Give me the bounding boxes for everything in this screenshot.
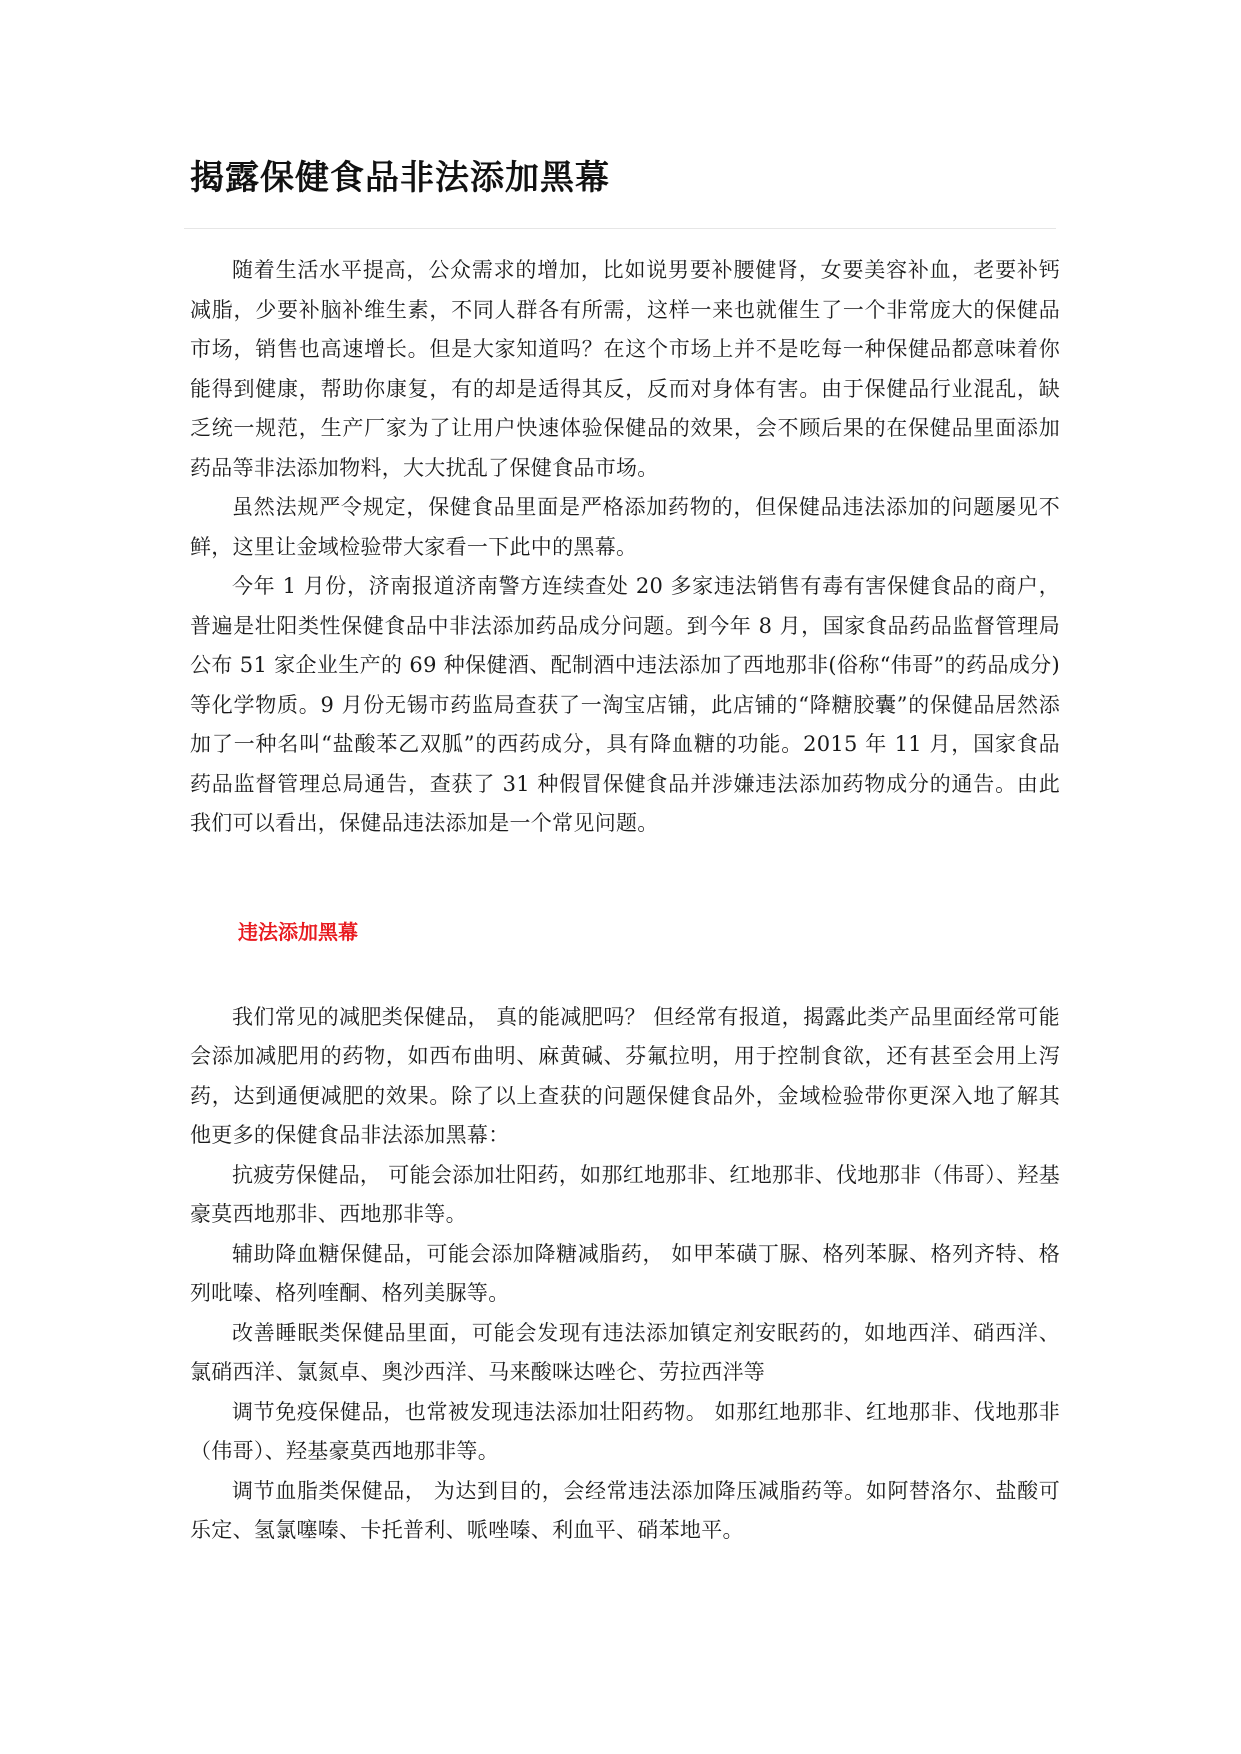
section-paragraph: 调节血脂类保健品， 为达到目的，会经常违法添加降压减脂药等。如阿替洛尔、盐酸可乐定、氢氯噻嗪、卡托普利、哌唑嗪、利血平、硝苯地平。 bbox=[190, 1478, 1060, 1542]
section-paragraph: 我们常见的减肥类保健品， 真的能减肥吗？ 但经常有报道，揭露此类产品里面经常可能会添加减肥用的药物，如西布曲明、麻黄碱、芬氟拉明，用于控制食欲，还有甚至会用上泻药，达到通便减肥的效果。除了以上查获的问题保健食品外，金域检验带你更深入地了解其他更多的保健食品非法添加黑幕： bbox=[190, 1004, 1060, 1147]
intro-paragraph: 今年 1 月份，济南报道济南警方连续查处 20 多家违法销售有毒有害保健食品的商户，普遍是壮阳类性保健食品中非法添加药品成分问题。到今年 8 月，国家食品药品监督管理局公布 51 家企业生产的 69 种保健酒、配制酒中违法添加了西地那非(俗称“伟哥”的药品成分)等化学物质。9 月份无锡市药监局查获了一淘宝店铺，此店铺的“降糖胶囊”的保健品居然添加了一种名叫“盐酸苯乙双胍”的西药成分，具有降血糖的功能。2015 年 11 月，国家食品药品监督管理总局通告，查获了 31 种假冒保健食品并涉嫌违法添加药物成分的通告。由此我们可以看出，保健品违法添加是一个常见问题。 bbox=[190, 574, 1060, 835]
spacer bbox=[190, 952, 1060, 998]
intro-paragraph: 虽然法规严令规定，保健食品里面是严格添加药物的，但保健品违法添加的问题屡见不鲜，这里让金域检验带大家看一下此中的黑幕。 bbox=[190, 495, 1060, 559]
title-divider bbox=[184, 228, 1056, 229]
intro-section bbox=[190, 251, 1060, 844]
spacer bbox=[190, 844, 1060, 912]
section-paragraph: 辅助降血糖保健品，可能会添加降糖减脂药， 如甲苯磺丁脲、格列苯脲、格列齐特、格列吡嗪、格列喹酮、格列美脲等。 bbox=[190, 1241, 1060, 1305]
page-title: 揭露保健食品非法添加黑幕 bbox=[190, 158, 610, 198]
section-paragraph: 改善睡眠类保健品里面，可能会发现有违法添加镇定剂安眠药的，如地西洋、硝西洋、氯硝西洋、氯氮卓、奥沙西洋、马来酸咪达唑仑、劳拉西泮等 bbox=[190, 1320, 1060, 1384]
section-body bbox=[190, 998, 1060, 1551]
section-paragraph: 抗疲劳保健品， 可能会添加壮阳药，如那红地那非、红地那非、伐地那非（伟哥）、羟基豪莫西地那非、西地那非等。 bbox=[190, 1162, 1060, 1226]
document-page bbox=[190, 150, 1060, 1551]
section-heading: 违法添加黑幕 bbox=[238, 919, 358, 944]
section-paragraph: 调节免疫保健品，也常被发现违法添加壮阳药物。 如那红地那非、红地那非、伐地那非（伟哥）、羟基豪莫西地那非等。 bbox=[190, 1399, 1060, 1463]
intro-paragraph: 随着生活水平提高，公众需求的增加，比如说男要补腰健肾，女要美容补血，老要补钙减脂，少要补脑补维生素，不同人群各有所需，这样一来也就催生了一个非常庞大的保健品市场，销售也高速增长。但是大家知道吗？在这个市场上并不是吃每一种保健品都意味着你能得到健康，帮助你康复，有的却是适得其反，反而对身体有害。由于保健品行业混乱，缺乏统一规范，生产厂家为了让用户快速体验保健品的效果，会不顾后果的在保健品里面添加药品等非法添加物料，大大扰乱了保健食品市场。 bbox=[190, 258, 1060, 480]
